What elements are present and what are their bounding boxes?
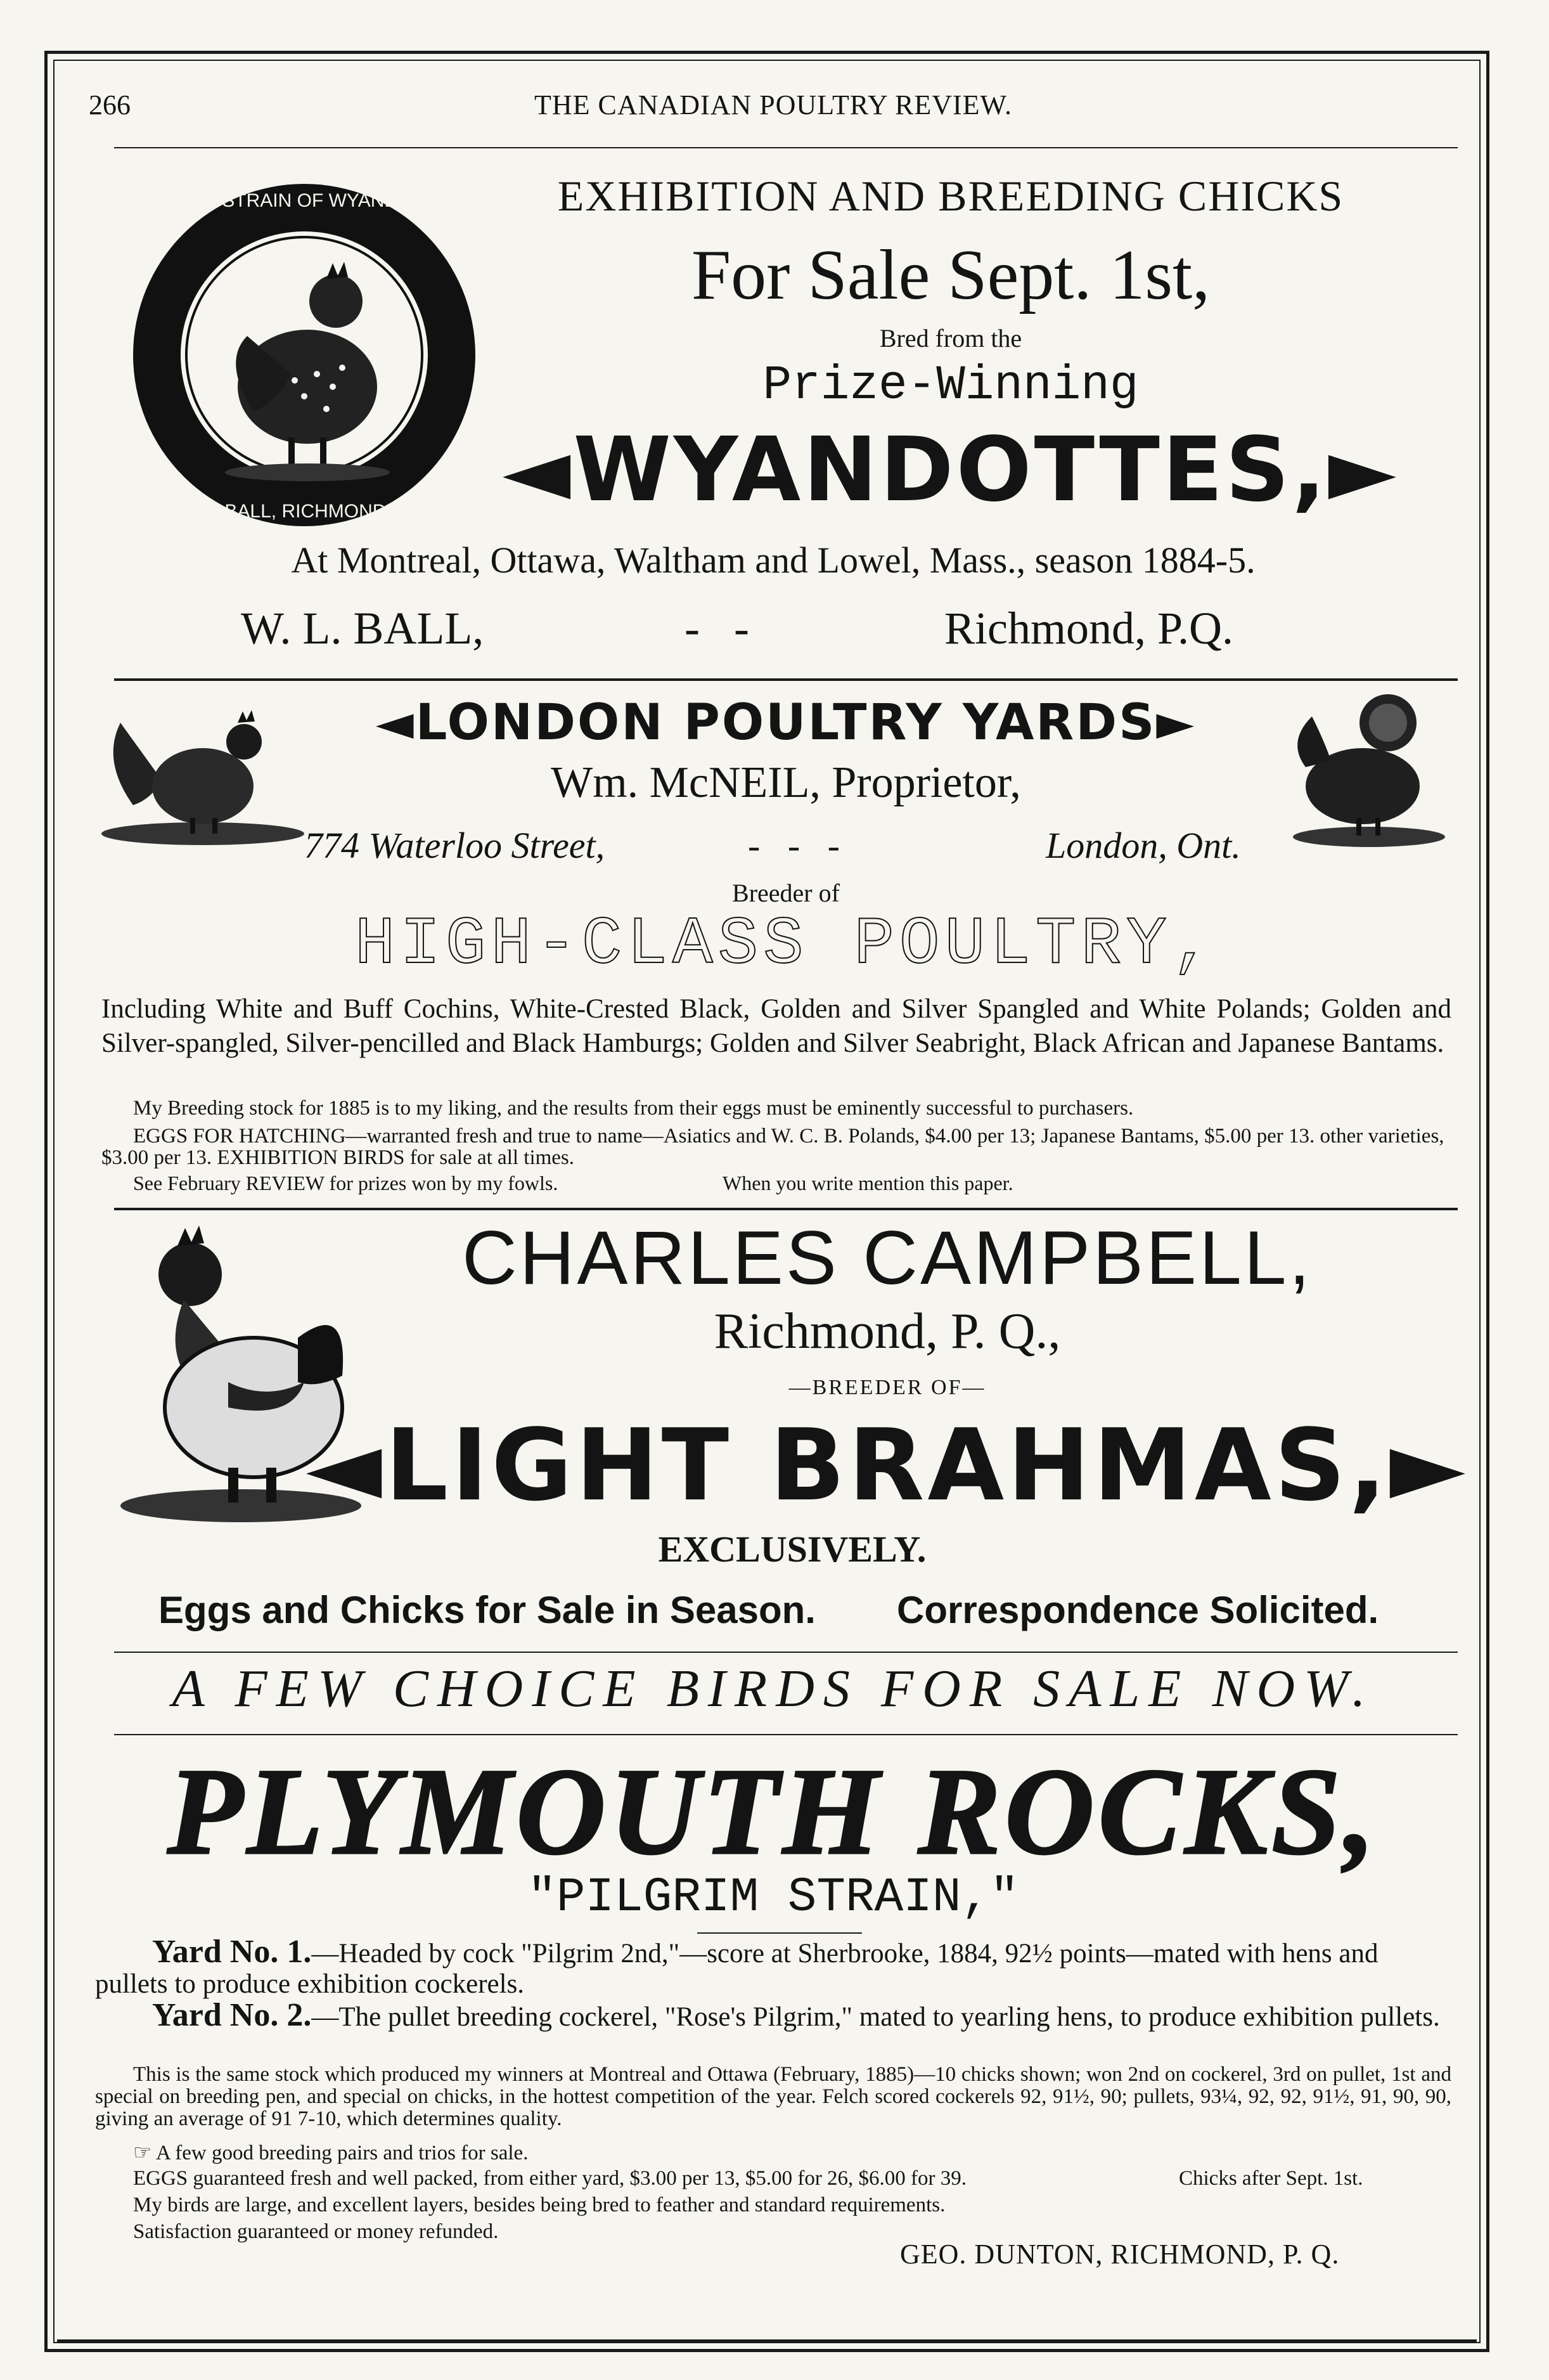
wyandottes-breeder: W. L. BALL, xyxy=(241,603,484,654)
wyandottes-breed-text: WYANDOTTES, xyxy=(573,418,1328,522)
london-prizes: See February REVIEW for prizes won by my fowls. xyxy=(133,1172,558,1194)
page-number: 266 xyxy=(89,89,131,120)
campbell-name: CHARLES CAMPBELL, xyxy=(462,1215,1313,1300)
polish-hen-icon xyxy=(1274,685,1458,856)
plymouth-rocks-title: PLYMOUTH ROCKS, xyxy=(167,1743,1380,1880)
eggs-line: EGGS guaranteed fresh and well packed, from either yard, $3.00 per 13, $5.00 for 26, $6.00 for 39. xyxy=(133,2167,967,2190)
london-separator: - - - xyxy=(748,825,840,866)
section-rule-3 xyxy=(114,1652,1458,1653)
campbell-exclusively: EXCLUSIVELY. xyxy=(658,1529,927,1570)
choice-birds-line: A FEW CHOICE BIRDS FOR SALE NOW. xyxy=(172,1659,1375,1718)
campbell-location: Richmond, P. Q., xyxy=(714,1303,1061,1359)
london-breeder-of: Breeder of xyxy=(732,879,840,907)
yard-1-text: —Headed by cock "Pilgrim 2nd,"—score at Sherbrooke, 1884, 92½ points—mated with hens and pullets to produce exhibition cockerels. xyxy=(95,1939,1379,1999)
ornament-left-icon: ◄ xyxy=(502,418,574,522)
wyandottes-sale-date: For Sale Sept. 1st, xyxy=(691,236,1211,314)
wyandottes-prize-winning: Prize-Winning xyxy=(762,358,1139,413)
wyandottes-headline: EXHIBITION AND BREEDING CHICKS xyxy=(557,172,1344,220)
journal-title: THE CANADIAN POULTRY REVIEW. xyxy=(534,89,1012,120)
london-city: London, Ont. xyxy=(1046,825,1241,866)
seal-text-bottom: W. L. BALL, RICHMOND, P.Q. xyxy=(176,501,433,522)
pointing-hand-icon: ☞ xyxy=(133,2140,152,2164)
ornament-left-icon: ◄ xyxy=(305,1407,385,1523)
london-specialty: HIGH-CLASS POULTRY, xyxy=(354,907,1218,983)
campbell-breed-text: LIGHT BRAHMAS, xyxy=(385,1407,1390,1523)
ornament-right-icon: ► xyxy=(1156,694,1197,751)
section-rule-4 xyxy=(114,1734,1458,1735)
london-eggs: EGGS FOR HATCHING—warranted fresh and true to name—Asiatics and W. C. B. Polands, $4.00 per 13; Japanese Bantams, $5.00 per 13. other varieties, $3.00 per 13. EXHIBITION BIRDS for sale at all times. xyxy=(101,1125,1444,1169)
london-breeds: Including White and Buff Cochins, White-Crested Black, Golden and Silver Spangled and White Polands; Golden and Silver-spangled, Silver-pencilled and Black Hamburgs; Golden and Silver Seabright, Black African and Japanese Bantams. xyxy=(101,994,1451,1058)
pilgrim-strain: "PILGRIM STRAIN," xyxy=(527,1870,1019,1925)
pairs-text: A few good breeding pairs and trios for sale. xyxy=(156,2142,529,2164)
bottom-rule xyxy=(57,2339,1477,2342)
strain-rule xyxy=(697,1932,862,1934)
stock-statement: This is the same stock which produced my winners at Montreal and Ottawa (February, 1885)—10 chicks shown; won 2nd on cockerel, 3rd on pullet, 1st and special on breeding pen, and special on chicks, in the hottest competition of the year. Felch scored cockerels 92, 91½, 90; pullets, 93¼, 92, 92, 91½, 91, 90, 90, giving an average of 91 7-10, which determines quality. xyxy=(95,2063,1451,2130)
large-birds-line: My birds are large, and excellent layers, besides being bred to feather and standard requirements. xyxy=(133,2194,946,2216)
guarantee-line: Satisfaction guaranteed or money refunded. xyxy=(133,2220,499,2243)
london-title-text: LONDON POULTRY YARDS xyxy=(415,694,1157,751)
wyandottes-bred-from: Bred from the xyxy=(879,324,1022,352)
yard-2-label: Yard No. 2. xyxy=(152,1997,312,2033)
wyandottes-location: Richmond, P.Q. xyxy=(944,603,1234,654)
campbell-correspondence: Correspondence Solicited. xyxy=(897,1589,1379,1631)
yard-2-text: —The pullet breeding cockerel, "Rose's Pilgrim," mated to yearling hens, to produce exhibition pullets. xyxy=(311,2002,1440,2032)
yard-1 xyxy=(95,1934,1451,2000)
section-rule-2 xyxy=(114,1208,1458,1210)
london-stock-note: My Breeding stock for 1885 is to my liking, and the results from their eggs must be eminently successful to purchasers. xyxy=(133,1097,1134,1120)
seal-text-top: HURON STRAIN OF WYANDOTTES xyxy=(146,190,462,211)
london-proprietor: Wm. McNEIL, Proprietor, xyxy=(551,758,1021,807)
yard-2 xyxy=(95,1997,1451,2033)
ornament-right-icon: ► xyxy=(1328,418,1399,522)
ornament-left-icon: ◄ xyxy=(375,694,416,751)
ornament-right-icon: ► xyxy=(1389,1407,1469,1523)
wyandottes-separator: - - xyxy=(685,603,749,654)
yard-1-label: Yard No. 1. xyxy=(152,1934,312,1970)
rooster-seal-icon xyxy=(127,178,482,533)
london-mention: When you write mention this paper. xyxy=(723,1172,1013,1194)
campbell-eggs-chicks: Eggs and Chicks for Sale in Season. xyxy=(158,1589,816,1631)
campbell-breed xyxy=(298,1407,1477,1523)
chicks-line: Chicks after Sept. 1st. xyxy=(1179,2167,1363,2190)
pairs-line xyxy=(133,2140,528,2165)
wyandottes-venues: At Montreal, Ottawa, Waltham and Lowel, Mass., season 1884-5. xyxy=(291,540,1256,581)
rooster-icon xyxy=(95,697,304,856)
campbell-breeder-of: —BREEDER OF— xyxy=(788,1376,986,1399)
london-street: 774 Waterloo Street, xyxy=(304,825,605,866)
london-title xyxy=(304,694,1268,751)
header-rule xyxy=(114,147,1458,148)
section-rule-1 xyxy=(114,678,1458,681)
dunton-signature: GEO. DUNTON, RICHMOND, P. Q. xyxy=(900,2239,1340,2270)
wyandottes-breed xyxy=(456,418,1445,522)
